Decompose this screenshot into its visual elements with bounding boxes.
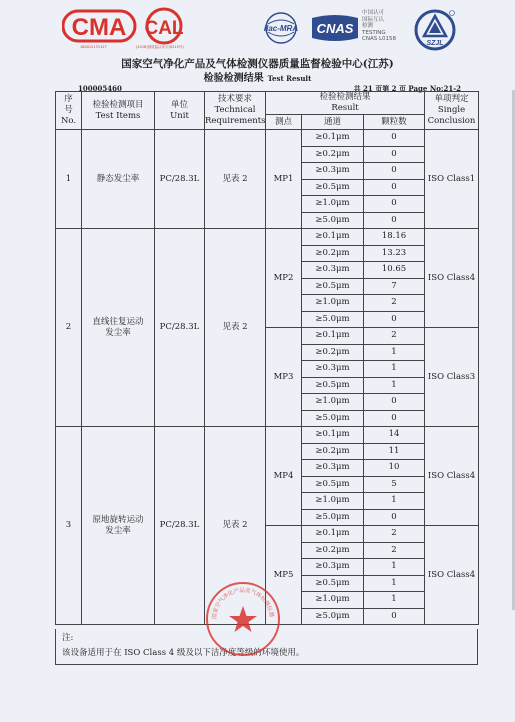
cnas-logo-text: CNAS — [316, 21, 354, 36]
measure-point: MP4 — [266, 427, 302, 526]
channel-cell: ≥5.0μm — [302, 509, 364, 526]
conclusion-cell: ISO Class4 — [425, 526, 479, 625]
channel-cell: ≥0.1μm — [302, 130, 364, 147]
conclusion-cell: ISO Class1 — [425, 130, 479, 229]
row-number: 3 — [56, 427, 82, 625]
channel-cell: ≥5.0μm — [302, 212, 364, 229]
channel-cell: ≥0.3μm — [302, 262, 364, 279]
particle-count: 0 — [364, 608, 425, 625]
particle-count: 1 — [364, 559, 425, 576]
channel-cell: ≥0.2μm — [302, 542, 364, 559]
cal-logo-text: CAL — [144, 18, 184, 39]
technical-requirement: 见表 2 — [205, 130, 266, 229]
header-test-items: 检验检测项目 Test Items — [82, 92, 155, 130]
table-row — [56, 130, 479, 147]
cnas-line: CNAS L0158 — [362, 36, 397, 42]
particle-count: 0 — [364, 394, 425, 411]
particle-count: 1 — [364, 493, 425, 510]
cnas-line: 检测 — [362, 23, 374, 29]
particle-count: 1 — [364, 592, 425, 609]
report-subtitle — [0, 69, 515, 84]
channel-cell: ≥0.1μm — [302, 328, 364, 345]
header-result: 检验检测结果 Result — [266, 92, 425, 115]
cnas-line: 中国认可 — [362, 10, 385, 16]
particle-count: 2 — [364, 526, 425, 543]
cnas-logo — [308, 14, 362, 46]
header-count: 颗粒数 — [364, 115, 425, 130]
channel-cell: ≥0.5μm — [302, 575, 364, 592]
cnas-accreditation-text — [362, 10, 396, 43]
test-item — [82, 427, 155, 625]
channel-cell: ≥1.0μm — [302, 295, 364, 312]
particle-count: 18.16 — [364, 229, 425, 246]
channel-cell: ≥1.0μm — [302, 592, 364, 609]
result-table-body — [56, 130, 479, 625]
particle-count: 0 — [364, 212, 425, 229]
result-table — [55, 91, 479, 625]
cma-logo-number: 180012131127 — [80, 45, 107, 49]
official-seal-stamp — [204, 580, 282, 658]
header-unit: 单位 Unit — [155, 92, 205, 130]
particle-count: 10.65 — [364, 262, 425, 279]
channel-cell: ≥0.2μm — [302, 245, 364, 262]
test-item — [82, 229, 155, 427]
header-conclusion: 单项判定 Single Conclusion — [425, 92, 479, 130]
cal-logo-number: (2018)国质监认评字(0215号) — [136, 45, 184, 49]
particle-count: 0 — [364, 410, 425, 427]
measure-point: MP1 — [266, 130, 302, 229]
particle-count: 1 — [364, 377, 425, 394]
svg-text:国家空气净化产品及气体检测仪器质量监督检验中心(江苏) — [204, 580, 276, 619]
measure-point: MP2 — [266, 229, 302, 328]
channel-cell: ≥1.0μm — [302, 196, 364, 213]
seal-text: 国家空气净化产品及气体检测仪器 — [211, 587, 275, 620]
subtitle-en: Test Result — [267, 74, 312, 83]
report-title: 国家空气净化产品及气体检测仪器质量监督检验中心(江苏) — [121, 58, 394, 70]
particle-count: 1 — [364, 361, 425, 378]
unit-cell: PC/28.3L — [155, 229, 205, 427]
table-row — [56, 427, 479, 444]
header-technical-requirements: 技术要求 Technical Requirements — [205, 92, 266, 130]
particle-count: 7 — [364, 278, 425, 295]
test-item — [82, 130, 155, 229]
test-item-line: 直线往复运动 — [92, 316, 144, 327]
channel-cell: ≥0.3μm — [302, 460, 364, 477]
channel-cell: ≥0.5μm — [302, 476, 364, 493]
test-item-line: 静态发尘率 — [96, 173, 140, 184]
header-channel: 通道 — [302, 115, 364, 130]
particle-count: 0 — [364, 130, 425, 147]
channel-cell: ≥5.0μm — [302, 311, 364, 328]
cma-logo — [62, 7, 137, 53]
cal-logo — [136, 7, 187, 53]
measure-point: MP3 — [266, 328, 302, 427]
row-number: 2 — [56, 229, 82, 427]
row-number: 1 — [56, 130, 82, 229]
particle-count: 2 — [364, 328, 425, 345]
conclusion-cell: ISO Class4 — [425, 229, 479, 328]
header-point: 测点 — [266, 115, 302, 130]
channel-cell: ≥0.1μm — [302, 427, 364, 444]
conclusion-cell: ISO Class3 — [425, 328, 479, 427]
particle-count: 1 — [364, 344, 425, 361]
szjl-logo — [412, 8, 458, 58]
page-info: 共 21 页第 2 页 Page No:21-2 — [353, 84, 461, 93]
test-item-line: 发尘率 — [105, 525, 131, 536]
channel-cell: ≥0.2μm — [302, 344, 364, 361]
particle-count: 13.23 — [364, 245, 425, 262]
ilac-mra-logo — [258, 12, 304, 50]
particle-count: 0 — [364, 163, 425, 180]
technical-requirement: 见表 2 — [205, 427, 266, 625]
channel-cell: ≥0.5μm — [302, 377, 364, 394]
particle-count: 10 — [364, 460, 425, 477]
particle-count: 5 — [364, 476, 425, 493]
channel-cell: ≥5.0μm — [302, 410, 364, 427]
particle-count: 1 — [364, 575, 425, 592]
note-label: 注: — [62, 633, 74, 643]
subtitle-cn: 检验检测结果 — [203, 73, 264, 84]
channel-cell: ≥5.0μm — [302, 608, 364, 625]
szjl-logo-text: SZJL — [426, 40, 444, 47]
table-row — [56, 229, 479, 246]
test-item-line: 原地旋转运动 — [92, 514, 144, 525]
cnas-line: TESTING — [362, 29, 386, 36]
channel-cell: ≥0.1μm — [302, 526, 364, 543]
logo-bar — [0, 4, 515, 56]
particle-count: 11 — [364, 443, 425, 460]
cnas-line: 国际互认 — [362, 16, 385, 23]
header-no: 序 号 No. — [56, 92, 82, 130]
channel-cell: ≥1.0μm — [302, 493, 364, 510]
measure-point: MP5 — [266, 526, 302, 625]
test-item-line: 发尘率 — [105, 327, 131, 338]
channel-cell: ≥0.3μm — [302, 163, 364, 180]
report-number: 100005460 — [78, 84, 122, 93]
particle-count: 0 — [364, 196, 425, 213]
note-text: 该设备适用于在 ISO Class 4 级及以下洁净度等级的环境使用。 — [62, 648, 305, 658]
particle-count: 0 — [364, 509, 425, 526]
channel-cell: ≥0.3μm — [302, 559, 364, 576]
unit-cell: PC/28.3L — [155, 427, 205, 625]
channel-cell: ≥0.2μm — [302, 443, 364, 460]
conclusion-cell: ISO Class4 — [425, 427, 479, 526]
particle-count: 0 — [364, 311, 425, 328]
particle-count: 2 — [364, 542, 425, 559]
particle-count: 0 — [364, 146, 425, 163]
technical-requirement: 见表 2 — [205, 229, 266, 427]
cma-logo-text: CMA — [71, 14, 127, 41]
particle-count: 0 — [364, 179, 425, 196]
channel-cell: ≥0.5μm — [302, 278, 364, 295]
unit-cell: PC/28.3L — [155, 130, 205, 229]
ilac-logo-text: ilac-MRA — [263, 24, 299, 33]
channel-cell: ≥1.0μm — [302, 394, 364, 411]
particle-count: 2 — [364, 295, 425, 312]
channel-cell: ≥0.3μm — [302, 361, 364, 378]
channel-cell: ≥0.5μm — [302, 179, 364, 196]
channel-cell: ≥0.2μm — [302, 146, 364, 163]
particle-count: 14 — [364, 427, 425, 444]
channel-cell: ≥0.1μm — [302, 229, 364, 246]
